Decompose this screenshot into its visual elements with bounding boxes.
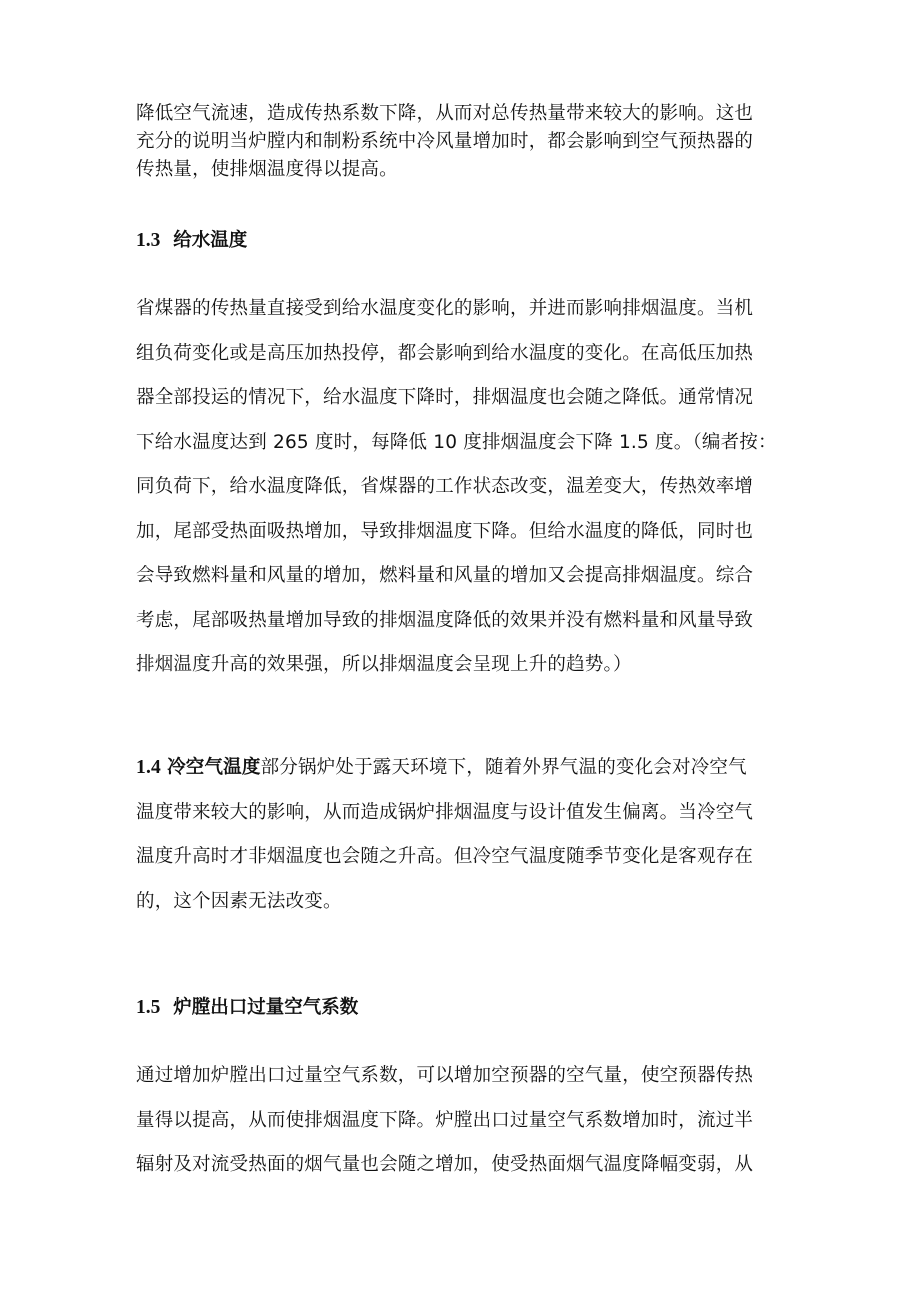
text-line: 温度升高时才非烟温度也会随之升高。但冷空气温度随季节变化是客观存在 (136, 846, 754, 867)
text-line (136, 746, 800, 791)
paragraph-cold-air-effect (136, 100, 800, 184)
text-line: 通过增加炉膛出口过量空气系数，可以增加空预器的空气量，使空预器传热 (136, 1065, 754, 1086)
text-line: 加，尾部受热面吸热增加，导致排烟温度下降。但给水温度的降低，同时也 (136, 520, 754, 542)
section-number: 1.4 (136, 757, 161, 778)
paragraph-feedwater-temperature (136, 287, 800, 688)
text-line: 充分的说明当炉膛内和制粉系统中冷风量增加时，都会影响到空气预热器的 (136, 131, 754, 152)
text-line: 降低空气流速，造成传热系数下降，从而对总传热量带来较大的影响。这也 (136, 103, 754, 124)
section-title: 冷空气温度 (167, 757, 261, 778)
text-line: 考虑，尾部吸热量增加导致的排烟温度降低的效果并没有燃料量和风量导致 (136, 609, 754, 631)
text-line: 传热量，使排烟温度得以提高。 (136, 159, 398, 180)
section-heading-1-3 (136, 226, 247, 252)
paragraph-cold-air-temperature (136, 746, 800, 924)
text-line: 同负荷下，给水温度降低，省煤器的工作状态改变，温差变大，传热效率增 (136, 476, 754, 497)
text-line: 器全部投运的情况下，给水温度下降时，排烟温度也会随之降低。通常情况 (136, 387, 754, 408)
text-line: 会导致燃料量和风量的增加，燃料量和风量的增加又会提高排烟温度。综合 (136, 565, 754, 586)
text-line: 辐射及对流受热面的烟气量也会随之增加，使受热面烟气温度降幅变弱，从 (136, 1154, 754, 1175)
section-title: 炉膛出口过量空气系数 (173, 997, 359, 1018)
text-line: 温度带来较大的影响，从而造成锅炉排烟温度与设计值发生偏离。当冷空气 (136, 801, 754, 823)
section-title: 给水温度 (173, 230, 248, 251)
text-line: 组负荷变化或是高压加热投停，都会影响到给水温度的变化。在高低压加热 (136, 342, 754, 364)
text-line: 下给水温度达到 265 度时，每降低 10 度排烟温度会下降 1.5 度。（编者按： (136, 431, 777, 453)
paragraph-excess-air-coefficient (136, 1054, 800, 1188)
section-number: 1.3 (136, 230, 161, 251)
text-line: 省煤器的传热量直接受到给水温度变化的影响，并进而影响排烟温度。当机 (136, 298, 754, 319)
section-first-line-text: 部分锅炉处于露天环境下，随着外界气温的变化会对冷空气 (260, 757, 747, 778)
section-number: 1.5 (136, 997, 161, 1018)
text-line: 量得以提高，从而使排烟温度下降。炉膛出口过量空气系数增加时，流过半 (136, 1109, 754, 1131)
text-line: 的，这个因素无法改变。 (136, 890, 342, 912)
section-heading-1-5 (136, 993, 358, 1019)
text-line: 排烟温度升高的效果强，所以排烟温度会呈现上升的趋势。） (136, 654, 632, 675)
